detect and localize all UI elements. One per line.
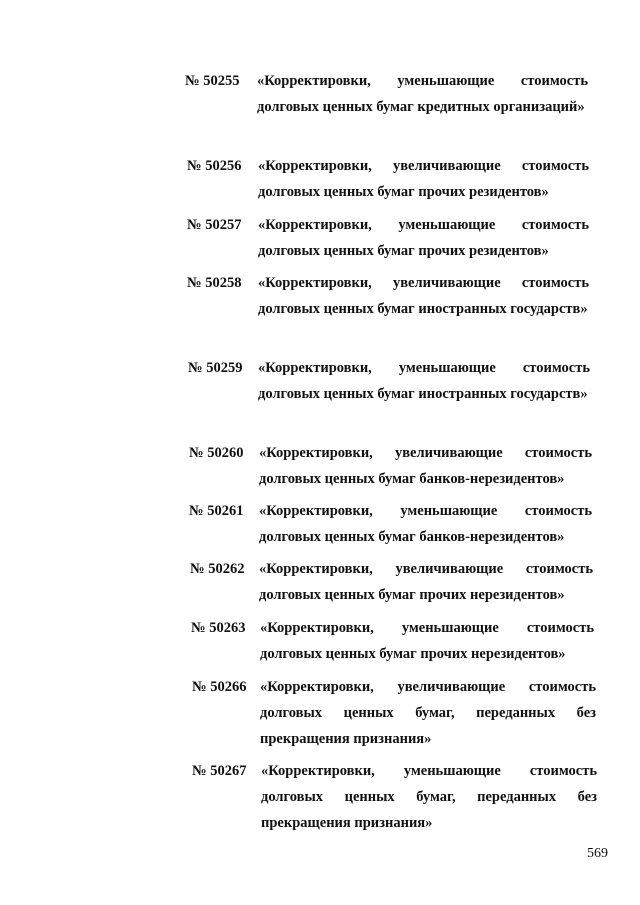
entry-text: «Корректировки, увеличивающие стоимость долговых ценных бумаг банков-нерезидентов» [259, 445, 592, 487]
entry-number: № 50258 [187, 275, 242, 291]
entry-text: «Корректировки, уменьшающие стоимость долговых ценных бумаг, переданных без прекращения признания» [261, 763, 597, 831]
entry-number: № 50266 [192, 679, 247, 695]
entry-text: «Корректировки, уменьшающие стоимость долговых ценных бумаг иностранных государств» [258, 360, 590, 402]
entry-number: № 50261 [189, 503, 244, 519]
entry-text: «Корректировки, увеличивающие стоимость долговых ценных бумаг, переданных без прекращения признания» [260, 679, 596, 747]
entry-number: № 50263 [191, 620, 246, 636]
entry-text: «Корректировки, уменьшающие стоимость долговых ценных бумаг прочих резидентов» [258, 217, 589, 259]
entry-text: «Корректировки, увеличивающие стоимость долговых ценных бумаг прочих резидентов» [258, 158, 589, 200]
entry-number: № 50262 [190, 561, 245, 577]
entry-text: «Корректировки, уменьшающие стоимость долговых ценных бумаг кредитных организаций» [257, 73, 588, 115]
entry-number: № 50257 [187, 217, 242, 233]
entry-text: «Корректировки, уменьшающие стоимость долговых ценных бумаг прочих нерезидентов» [260, 620, 594, 662]
entry-text: «Корректировки, уменьшающие стоимость долговых ценных бумаг банков-нерезидентов» [259, 503, 592, 545]
entry-number: № 50259 [188, 360, 243, 376]
page-number: 569 [587, 846, 608, 861]
entry-text: «Корректировки, увеличивающие стоимость долговых ценных бумаг иностранных государств» [258, 275, 589, 317]
entry-number: № 50255 [185, 73, 240, 89]
entry-number: № 50256 [187, 158, 242, 174]
entry-number: № 50260 [189, 445, 244, 461]
entry-number: № 50267 [192, 763, 247, 779]
entry-text: «Корректировки, увеличивающие стоимость долговых ценных бумаг прочих нерезидентов» [259, 561, 593, 603]
